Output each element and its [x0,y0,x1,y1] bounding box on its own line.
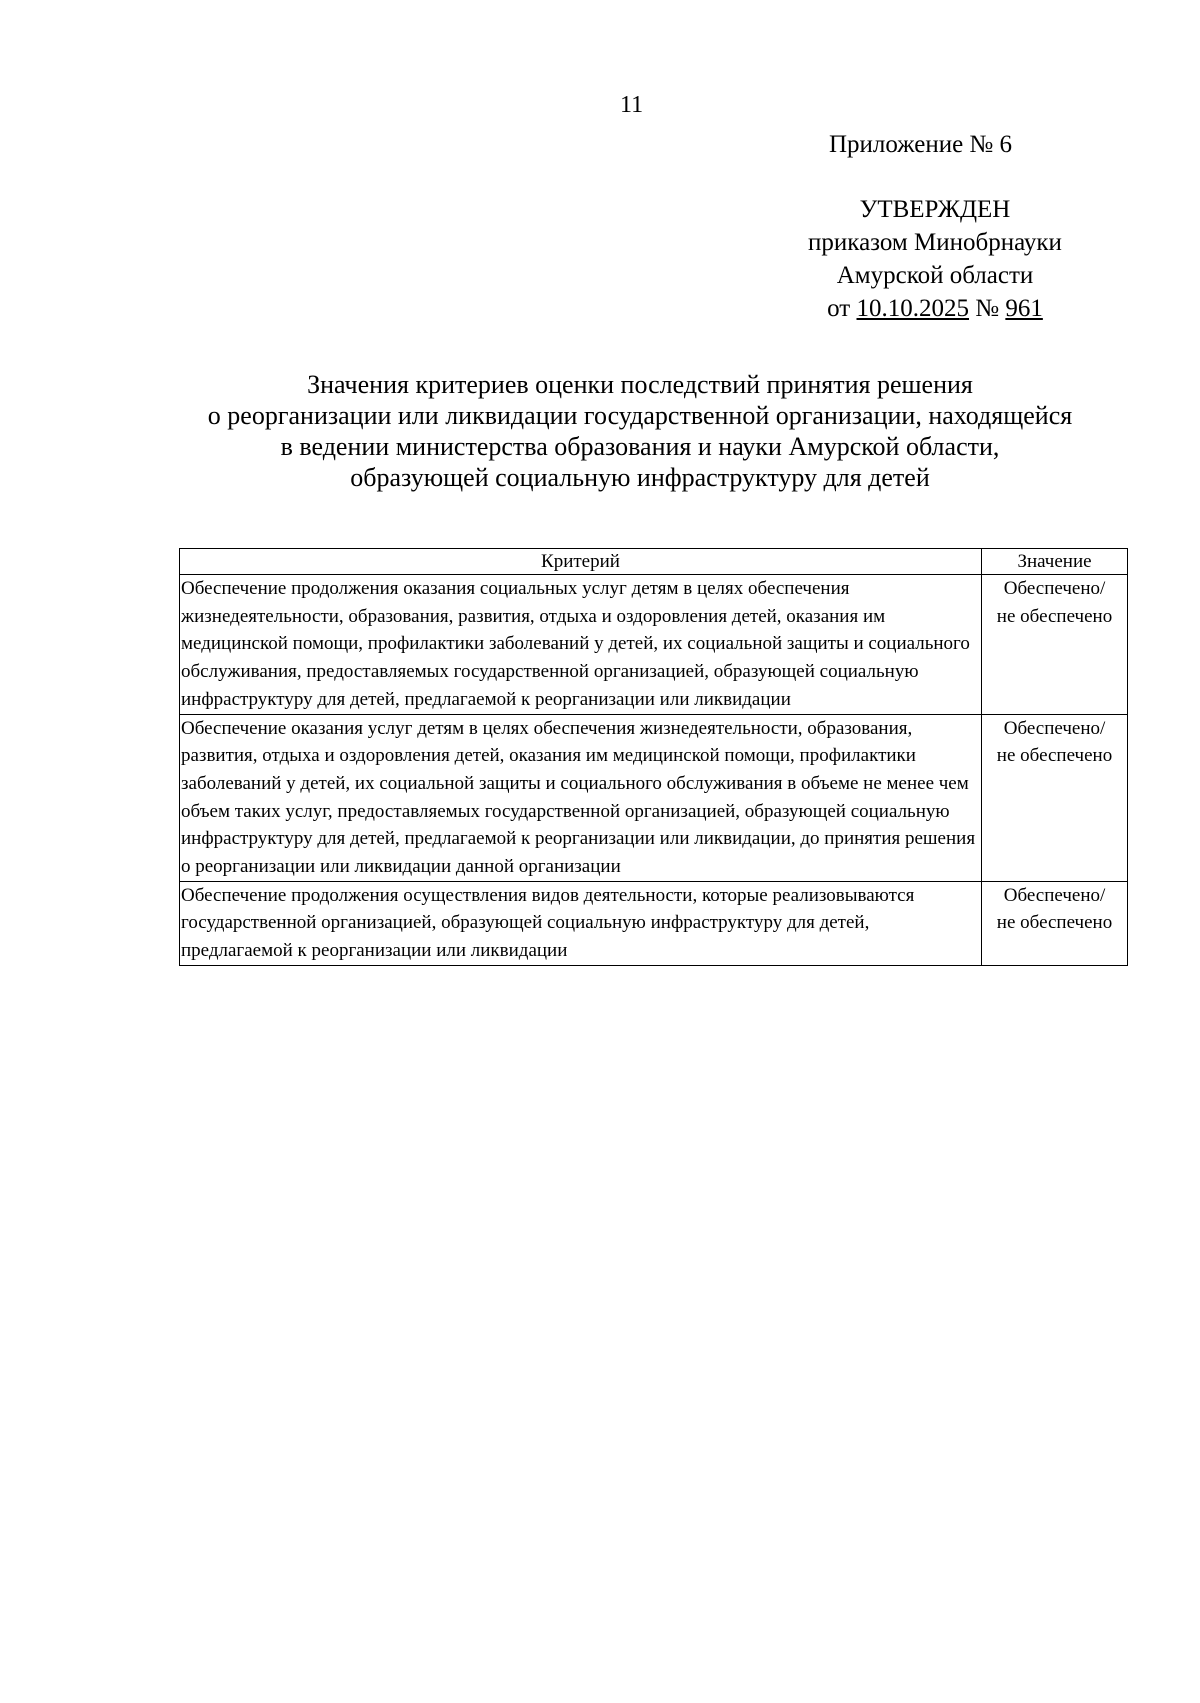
approval-block [780,193,1090,325]
title-line: Значения критериев оценки последствий принятия решения [307,370,973,399]
header-value: Значение [982,549,1128,575]
value-line: Обеспечено/ [1003,717,1106,739]
order-number: 961 [1005,295,1043,322]
date-prefix: от [827,295,851,322]
criterion-cell: Обеспечение продолжения осуществления видов деятельности, которые реализовываются государственной организацией, образующей социальную инфраструктуру для детей, предлагаемой к реорганизации или ликвидации [180,881,982,965]
value-line: не обеспечено [996,912,1113,934]
header-criterion: Критерий [180,549,982,575]
value-cell [982,881,1128,965]
value-cell [982,575,1128,715]
approval-order-line: приказом Минобрнауки [808,229,1062,256]
document-title [150,369,1130,493]
criterion-cell: Обеспечение продолжения оказания социальных услуг детям в целях обеспечения жизнедеятельности, образования, развития, отдыха и оздоровления детей, оказания им медицинской помощи, профилактики заболеваний у детей, их социальной защиты и социального обслуживания, предоставляемых государственной организацией, образующей социальную инфраструктуру для детей, предлагаемой к реорганизации или ликвидации [180,575,982,715]
table-row [180,881,1128,965]
title-line: о реорганизации или ликвидации государственной организации, находящейся [207,401,1073,430]
table-row [180,714,1128,881]
title-line: в ведении министерства образования и науки Амурской области, [280,432,1000,461]
table-header-row [180,549,1128,575]
value-line: не обеспечено [996,605,1113,627]
value-line: не обеспечено [996,745,1113,767]
appendix-label: Приложение № 6 [829,131,1013,158]
approval-date-line [780,292,1090,325]
title-line: образующей социальную инфраструктуру для детей [350,463,930,492]
approval-heading: УТВЕРЖДЕН [859,196,1011,223]
criteria-table [179,548,1128,966]
value-cell [982,714,1128,881]
page-number: 11 [620,92,644,118]
approval-region-line: Амурской области [836,262,1034,289]
number-prefix: № [975,295,1000,322]
order-date: 10.10.2025 [856,295,969,322]
table-row [180,575,1128,715]
value-line: Обеспечено/ [1003,578,1106,599]
value-line: Обеспечено/ [1003,884,1106,906]
criterion-cell: Обеспечение оказания услуг детям в целях обеспечения жизнедеятельности, образования, развития, отдыха и оздоровления детей, оказания им медицинской помощи, профилактики заболеваний у детей, их социальной защиты и социального обслуживания в объеме не менее чем объем таких услуг, предоставляемых государственной организацией, образующей социальную инфраструктуру для детей, предлагаемой к реорганизации или ликвидации, до принятия решения о реорганизации или ликвидации данной организации [180,714,982,881]
